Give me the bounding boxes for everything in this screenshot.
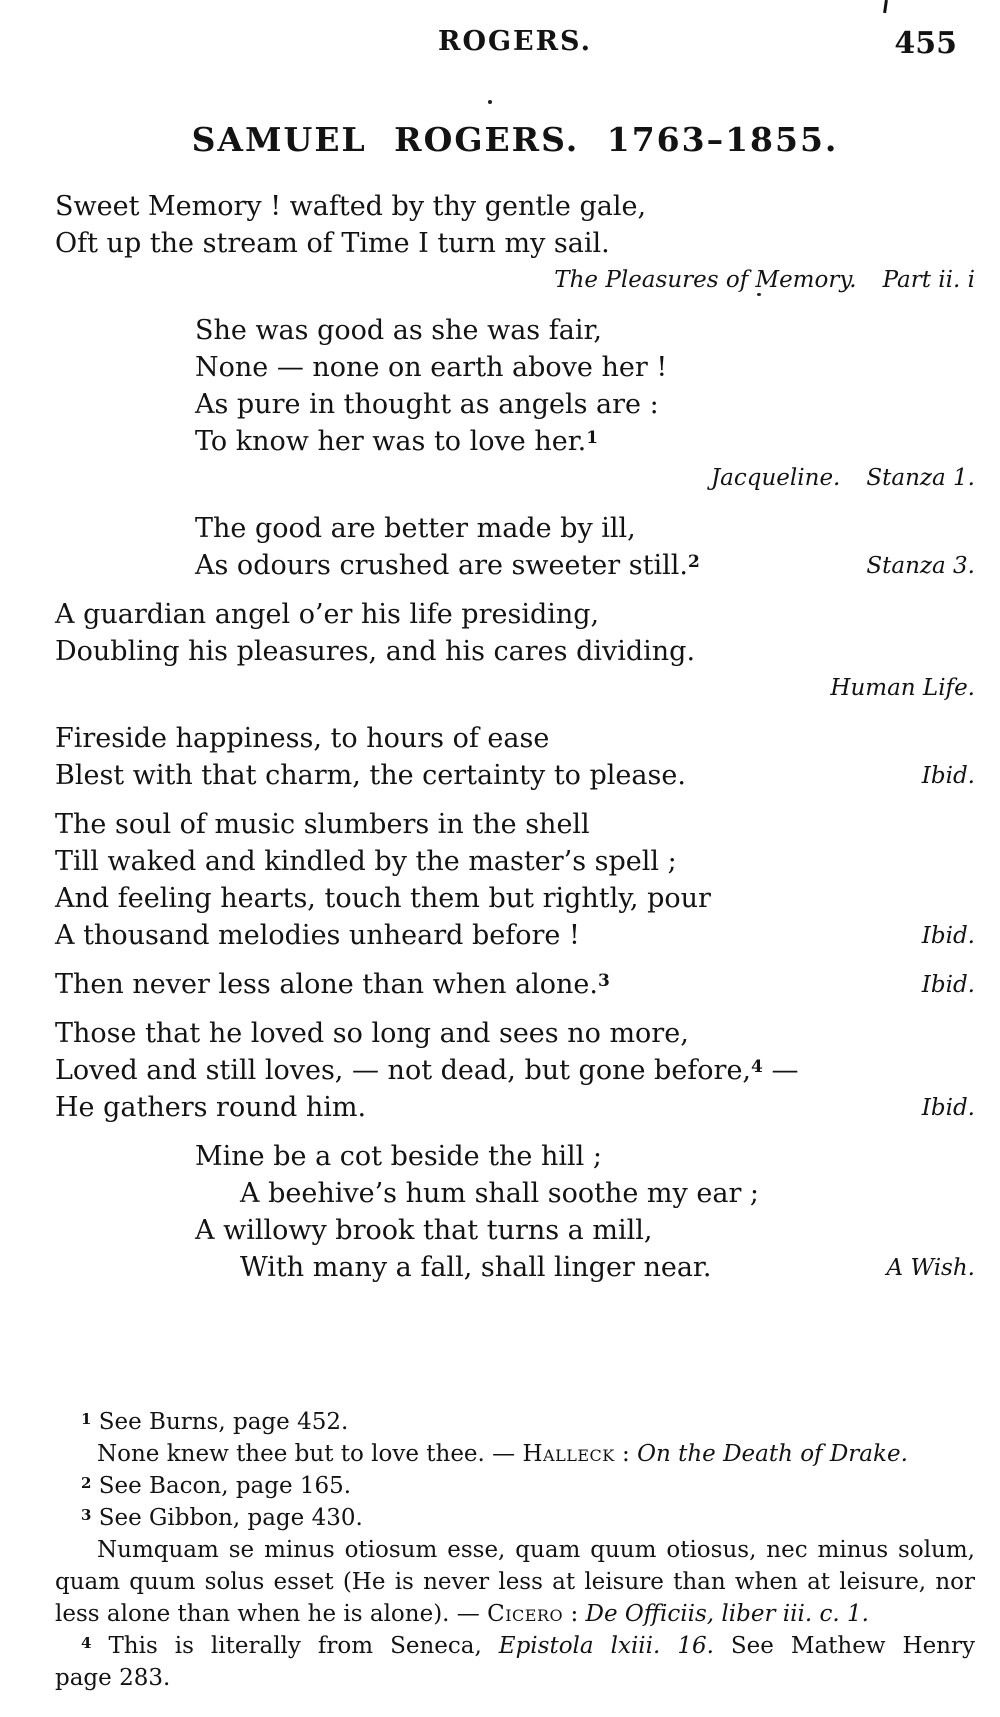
quote-line xyxy=(55,1089,975,1126)
quote-line xyxy=(55,225,975,262)
footnote-ref: 4 xyxy=(751,1057,763,1077)
attribution-part: Ibid. xyxy=(921,763,975,789)
footnote-line xyxy=(55,1662,975,1694)
text-segment: A thousand melodies unheard before ! xyxy=(55,920,580,951)
quote-line xyxy=(55,1249,975,1286)
text-segment: : xyxy=(614,1441,638,1467)
quote-line xyxy=(55,966,975,1003)
quote-line xyxy=(55,423,975,460)
running-head xyxy=(55,26,975,66)
footnote-line xyxy=(55,1534,975,1566)
scan-speck xyxy=(757,293,761,296)
text-segment: And feeling hearts, touch them but rightly, pour xyxy=(55,883,711,914)
quote-block xyxy=(55,188,975,300)
text-segment: page 283. xyxy=(55,1665,171,1691)
quote-line xyxy=(55,843,975,880)
text-segment: Epistola lxiii. 16. xyxy=(498,1633,714,1659)
text-segment: Fireside happiness, to hours of ease xyxy=(55,723,550,754)
footnote-line xyxy=(55,1598,975,1630)
footnotes xyxy=(55,1406,975,1694)
quote-line xyxy=(55,547,975,584)
text-segment: A willowy brook that turns a mill, xyxy=(195,1215,653,1246)
quote-line xyxy=(55,633,975,670)
attribution-part: A Wish. xyxy=(886,1255,975,1281)
text-segment: Blest with that charm, the certainty to please. xyxy=(55,760,686,791)
text-segment: Till waked and kindled by the master’s spell ; xyxy=(55,846,677,877)
attribution xyxy=(554,267,975,293)
footnote-ref: 1 xyxy=(586,428,599,448)
quote-line xyxy=(55,880,975,917)
text-segment: See Gibbon, page 430. xyxy=(91,1505,363,1531)
attribution-line xyxy=(55,670,975,708)
attribution-part: Ibid. xyxy=(921,972,975,998)
quote-block xyxy=(55,510,975,584)
footnote-line xyxy=(55,1470,975,1502)
scan-speck xyxy=(488,100,492,104)
quote-line xyxy=(55,757,975,794)
quote-block xyxy=(55,596,975,708)
footnote-ref: 3 xyxy=(597,971,610,991)
text-segment: A guardian angel o’er his life presiding, xyxy=(55,599,600,630)
footnote-ref: 2 xyxy=(81,1474,92,1492)
footnote-line xyxy=(55,1630,975,1662)
attribution-part: Jacqueline. xyxy=(710,465,841,491)
attribution-part: Ibid. xyxy=(921,923,975,949)
text-segment: De Officiis, liber iii. c. 1. xyxy=(585,1601,869,1627)
text-segment: Sweet Memory ! wafted by thy gentle gale, xyxy=(55,191,647,222)
text-segment: Cicero xyxy=(487,1601,564,1627)
text-segment: None knew thee but to love thee. — xyxy=(97,1441,523,1467)
footnote-line xyxy=(55,1438,975,1470)
attribution-line xyxy=(55,460,975,498)
text-segment: On the Death of Drake. xyxy=(637,1441,908,1467)
footnote-ref: 2 xyxy=(687,552,700,572)
attribution xyxy=(922,758,975,795)
footnote-ref: 1 xyxy=(81,1410,92,1428)
quote-line xyxy=(55,596,975,633)
running-title: ROGERS. xyxy=(438,26,592,57)
attribution xyxy=(711,465,975,491)
quote-line xyxy=(55,806,975,843)
attribution-part: Human Life. xyxy=(830,675,975,701)
attribution xyxy=(922,918,975,955)
attribution-part: Stanza 1. xyxy=(866,465,975,491)
footnote-line xyxy=(55,1502,975,1534)
text-segment: A beehive’s hum shall soothe my ear ; xyxy=(240,1178,760,1209)
footnote-ref: 4 xyxy=(81,1634,92,1652)
attribution-line xyxy=(55,262,975,300)
page-number: 455 xyxy=(894,26,957,61)
text-segment: To know her was to love her. xyxy=(195,426,587,457)
text-segment: As odours crushed are sweeter still. xyxy=(195,550,688,581)
quotes xyxy=(55,188,975,1286)
quote-block xyxy=(55,966,975,1003)
text-segment: See Bacon, page 165. xyxy=(91,1473,352,1499)
text-segment: Oft up the stream of Time I turn my sail. xyxy=(55,228,610,259)
footnote-line xyxy=(55,1406,975,1438)
attribution xyxy=(922,1090,975,1127)
text-segment: As pure in thought as angels are : xyxy=(195,389,659,420)
quote-line xyxy=(55,1015,975,1052)
text-segment: With many a fall, shall linger near. xyxy=(240,1252,712,1283)
text-segment: Doubling his pleasures, and his cares dividing. xyxy=(55,636,696,667)
text-segment: — xyxy=(762,1055,799,1086)
text-segment: Then never less alone than when alone. xyxy=(55,969,598,1000)
quote-block xyxy=(55,806,975,954)
text-segment: The soul of music slumbers in the shell xyxy=(55,809,590,840)
quote-line xyxy=(55,386,975,423)
attribution xyxy=(866,548,975,585)
quote-line xyxy=(55,917,975,954)
quote-line xyxy=(55,349,975,386)
text-segment: Those that he loved so long and sees no more, xyxy=(55,1018,689,1049)
text-segment: He gathers round him. xyxy=(55,1092,367,1123)
attribution-part: Part ii. i xyxy=(882,267,975,293)
text-segment: The good are better made by ill, xyxy=(195,513,636,544)
text-segment: See Burns, page 452. xyxy=(91,1409,349,1435)
text-segment: quam quum solus esset (He is never less at leisure than when at leisure, nor xyxy=(55,1569,975,1595)
text-segment: Loved and still loves, — not dead, but gone before, xyxy=(55,1055,752,1086)
quote-block xyxy=(55,1138,975,1286)
quote-block xyxy=(55,1015,975,1126)
footnote-line xyxy=(55,1566,975,1598)
attribution xyxy=(830,675,975,701)
attribution xyxy=(922,967,975,1004)
quote-line xyxy=(55,510,975,547)
scan-speck xyxy=(883,0,888,13)
attribution xyxy=(887,1250,975,1287)
footnote-ref: 3 xyxy=(81,1506,92,1524)
quote-line xyxy=(55,1138,975,1175)
text-segment: Halleck xyxy=(522,1441,615,1467)
attribution-part: Ibid. xyxy=(921,1095,975,1121)
quote-block xyxy=(55,720,975,794)
quote-line xyxy=(55,1052,975,1089)
quote-block xyxy=(55,312,975,498)
text-segment: She was good as she was fair, xyxy=(195,315,602,346)
quote-line xyxy=(55,1175,975,1212)
page-title: SAMUEL ROGERS. 1763–1855. xyxy=(191,120,839,159)
quote-line xyxy=(55,188,975,225)
attribution-part: Stanza 3. xyxy=(866,553,975,579)
attribution-part: The Pleasures of Memory. xyxy=(554,267,857,293)
text-segment: Mine be a cot beside the hill ; xyxy=(195,1141,602,1172)
quote-line xyxy=(55,1212,975,1249)
text-segment: This is literally from Seneca, xyxy=(91,1633,499,1659)
text-segment: : xyxy=(563,1601,586,1627)
quote-line xyxy=(55,312,975,349)
text-segment: None — none on earth above her ! xyxy=(195,352,668,383)
quote-line xyxy=(55,720,975,757)
text-segment: See Mathew Henry xyxy=(713,1633,975,1659)
text-segment: less alone than when he is alone). — xyxy=(55,1601,488,1627)
text-segment: Numquam se minus otiosum esse, quam quum otiosus, nec minus solum, xyxy=(97,1537,975,1563)
